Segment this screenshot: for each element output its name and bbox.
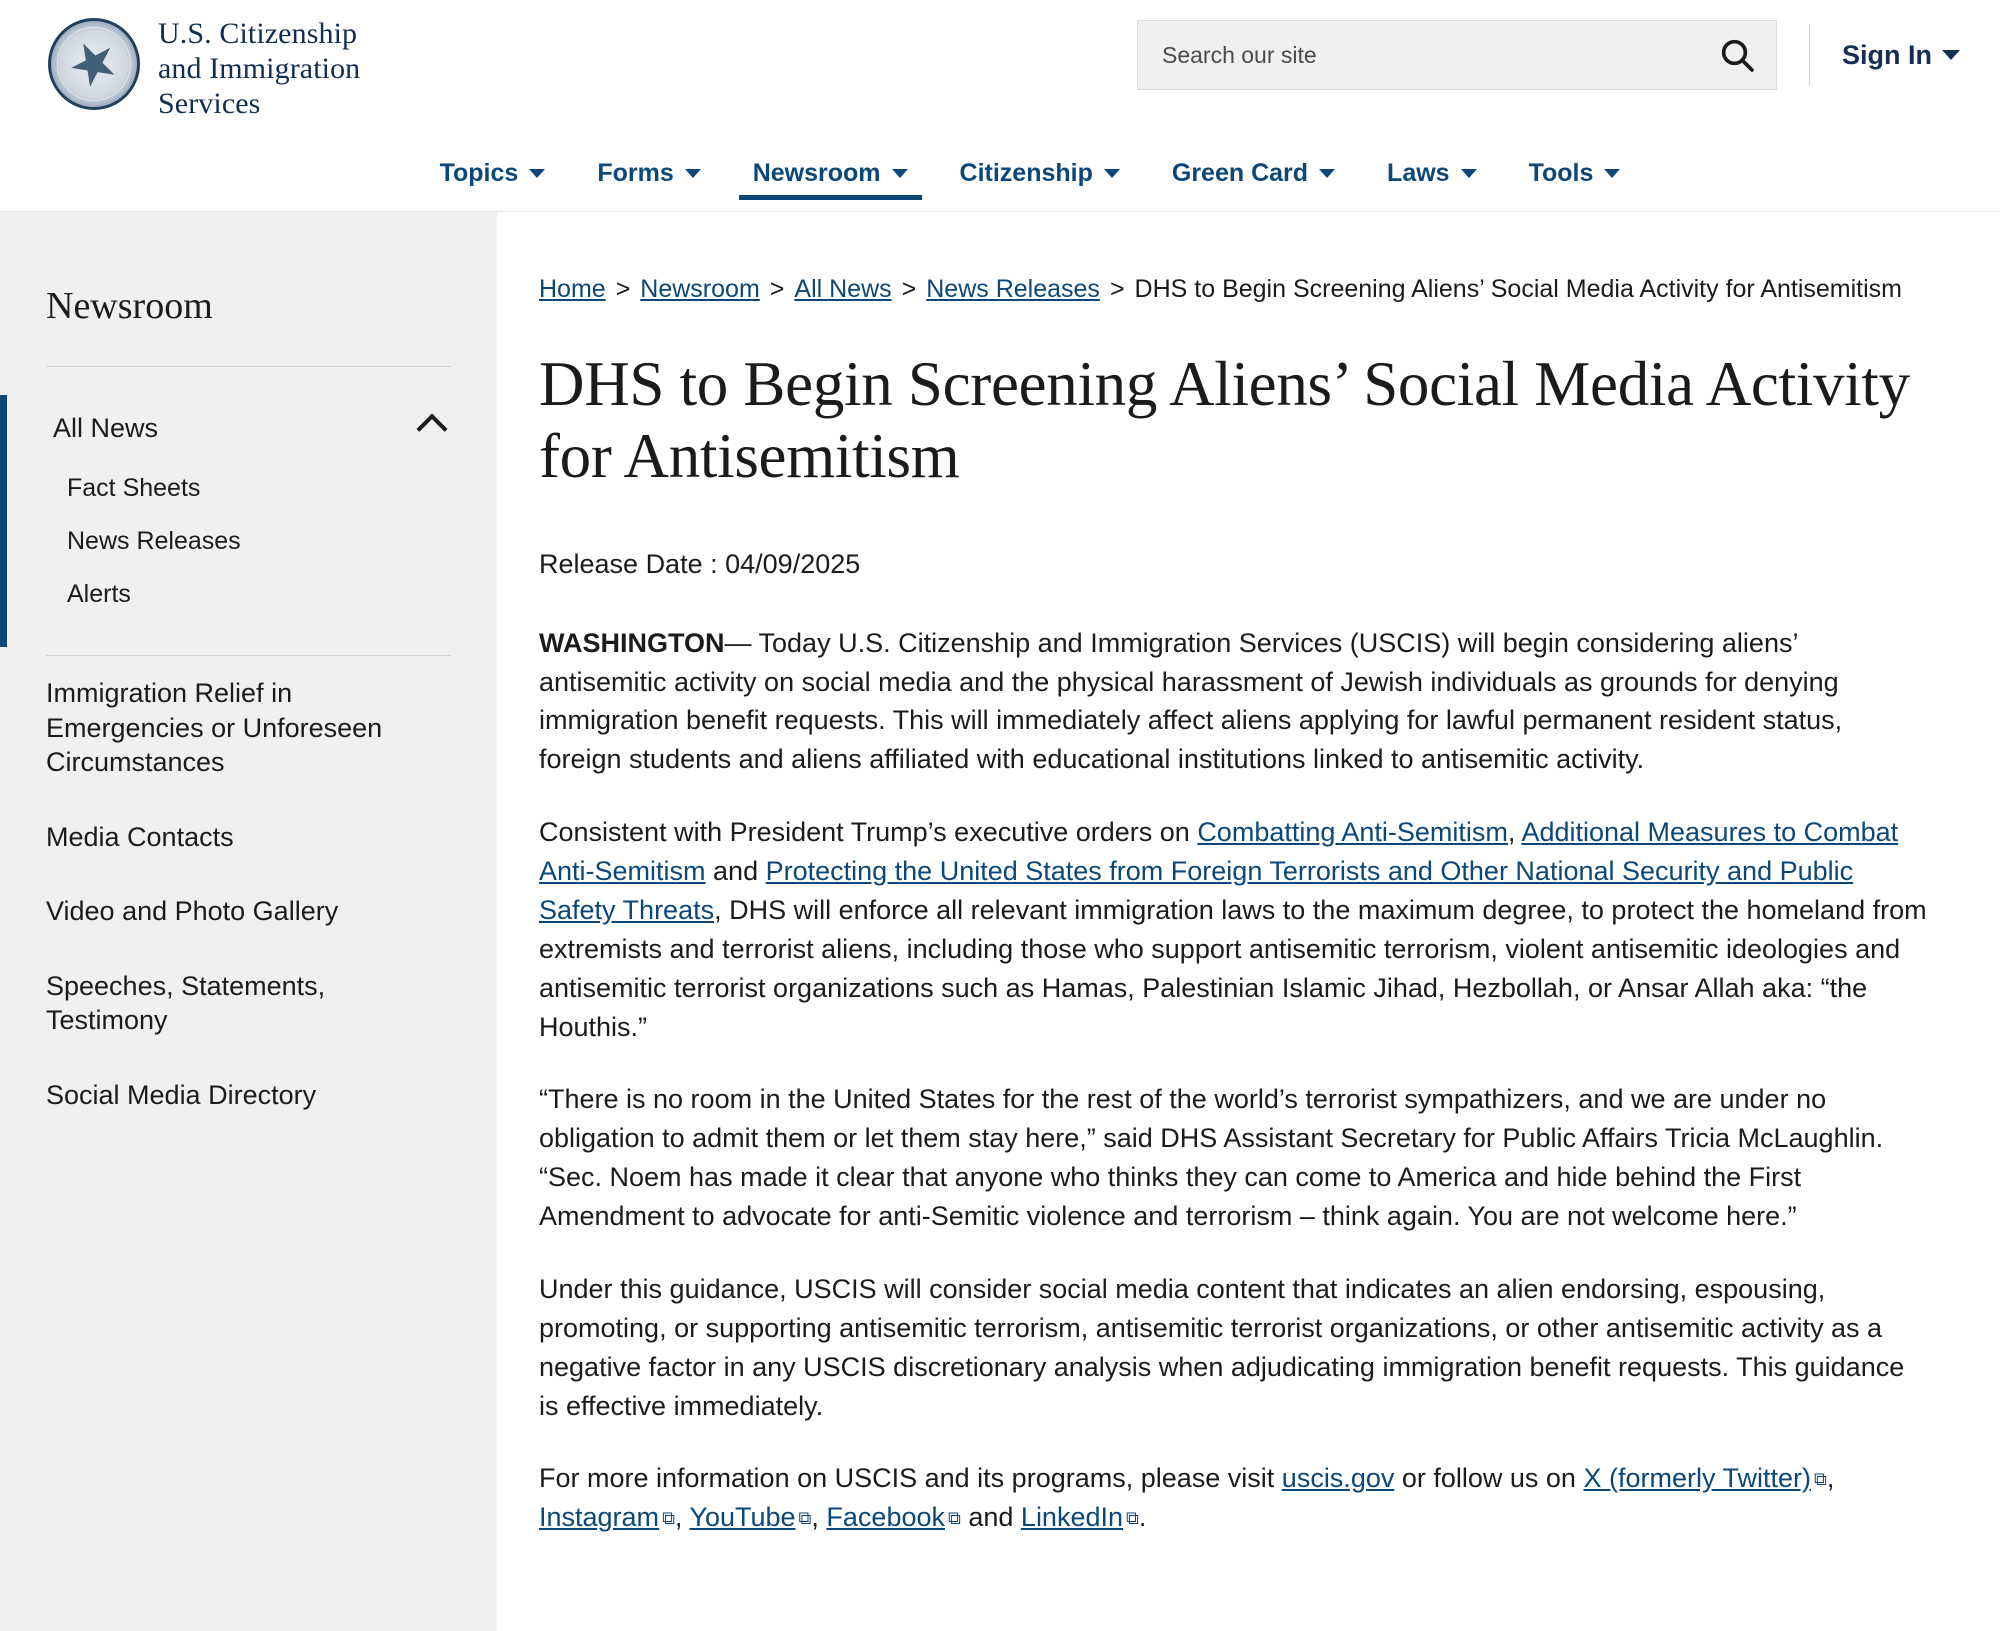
chevron-down-icon xyxy=(685,169,701,178)
nav-label-topics: Topics xyxy=(439,159,519,187)
nav-item-newsroom[interactable] xyxy=(727,159,934,210)
chevron-down-icon xyxy=(1319,169,1335,178)
nav-label-citizenship: Citizenship xyxy=(959,159,1093,187)
breadcrumb-separator: > xyxy=(769,275,785,303)
sidebar-item-label: Speeches, Statements, Testimony xyxy=(46,970,326,1036)
article-paragraph-2 xyxy=(539,813,1928,1046)
agency-name xyxy=(158,14,360,121)
link-combatting-anti-semitism[interactable]: Combatting Anti-Semitism xyxy=(1197,817,1508,848)
sign-in-label: Sign In xyxy=(1842,39,1932,70)
p5-text-g: . xyxy=(1138,1502,1147,1533)
chevron-down-icon xyxy=(529,169,545,178)
nav-label-forms: Forms xyxy=(597,159,674,187)
p2-text-b: , xyxy=(1507,817,1522,848)
sidebar-item-label: Fact Sheets xyxy=(67,474,201,502)
chevron-down-icon xyxy=(1461,169,1477,178)
sidebar-divider xyxy=(46,366,451,367)
release-date-label: Release Date : xyxy=(539,548,718,579)
sidebar-item-all-news[interactable] xyxy=(0,395,497,462)
breadcrumb-link-news-releases[interactable]: News Releases xyxy=(926,275,1100,303)
sidebar-item-alerts[interactable] xyxy=(0,568,497,621)
sidebar-item-immigration-relief[interactable] xyxy=(0,656,497,800)
article-paragraph-1 xyxy=(539,624,1928,780)
agency-name-line2: and Immigration xyxy=(158,52,361,86)
search-input[interactable] xyxy=(1160,41,1708,70)
chevron-down-icon xyxy=(1942,50,1960,60)
nav-item-citizenship[interactable] xyxy=(934,159,1146,210)
chevron-up-icon[interactable] xyxy=(416,413,447,444)
sidebar-item-label: Media Contacts xyxy=(46,821,234,852)
p5-text-a: For more information on USCIS and its programs, please visit xyxy=(539,1463,1282,1494)
link-instagram[interactable]: Instagram ⧉ xyxy=(539,1502,675,1532)
nav-item-forms[interactable] xyxy=(571,159,726,210)
breadcrumb-link-home[interactable]: Home xyxy=(539,275,606,303)
link-uscis-gov[interactable]: uscis.gov xyxy=(1281,1463,1395,1494)
header-top xyxy=(0,0,2000,130)
sidebar-active-rail-end xyxy=(0,621,497,647)
breadcrumb-separator: > xyxy=(901,275,917,303)
breadcrumb-current: DHS to Begin Screening Aliens’ Social Media Activity for Antisemitism xyxy=(1134,275,1903,303)
site-header xyxy=(0,0,2000,212)
article-paragraph-5 xyxy=(539,1459,1928,1537)
article-paragraph-1-text: — Today U.S. Citizenship and Immigration Services (USCIS) will begin considering aliens’ antisemitic activity on social media and the physical harassment of Jewish individuals as grounds for denying immigration benefit requests. This will immediately affect aliens applying for lawful permanent resident status, foreign students and aliens affiliated with educational institutions linked to antisemitic activity. xyxy=(539,627,1843,775)
breadcrumb-separator: > xyxy=(615,275,631,303)
link-linkedin[interactable]: LinkedIn ⧉ xyxy=(1021,1502,1139,1532)
sidebar-item-video-photo-gallery[interactable] xyxy=(0,874,497,949)
link-facebook[interactable]: Facebook ⧉ xyxy=(826,1502,960,1532)
nav-label-newsroom: Newsroom xyxy=(752,159,881,187)
link-youtube[interactable]: YouTube ⧉ xyxy=(689,1502,811,1532)
nav-item-topics[interactable] xyxy=(414,159,572,210)
sidebar xyxy=(0,212,497,1631)
sidebar-item-social-media-directory[interactable] xyxy=(0,1058,497,1133)
chevron-down-icon xyxy=(1104,169,1120,178)
sidebar-item-label: All News xyxy=(53,413,159,443)
p2-text-c: and xyxy=(705,856,766,886)
breadcrumb-link-newsroom[interactable]: Newsroom xyxy=(640,275,760,303)
link-additional-measures[interactable]: Additional Measures to Combat Anti-Semitism xyxy=(539,817,1899,886)
article-paragraph-4: Under this guidance, USCIS will consider social media content that indicates an alien endorsing, espousing, promoting, or supporting antisemitic terrorism, antisemitic terrorist organizations, or other antisemitic activity as a negative factor in any USCIS discretionary analysis when adjudicating immigration benefit requests. This guidance is effective immediately. xyxy=(539,1273,1905,1421)
nav-label-green-card: Green Card xyxy=(1171,159,1309,187)
chevron-down-icon xyxy=(892,169,908,178)
p5-text-f: and xyxy=(960,1502,1021,1533)
release-date xyxy=(539,549,1928,580)
search-icon[interactable] xyxy=(1708,26,1766,84)
chevron-down-icon xyxy=(1604,169,1620,178)
link-protecting-united-states[interactable]: Protecting the United States from Foreign Terrorists and Other National Security and Public Safety Threats xyxy=(539,856,1854,925)
sidebar-item-media-contacts[interactable] xyxy=(0,800,497,875)
sidebar-item-label: Alerts xyxy=(67,580,131,608)
sidebar-item-label: Social Media Directory xyxy=(46,1079,317,1110)
agency-name-line1: U.S. Citizenship xyxy=(158,17,358,50)
header-divider xyxy=(1809,24,1810,86)
nav-item-laws[interactable] xyxy=(1361,159,1503,210)
link-x-twitter[interactable]: X (formerly Twitter) ⧉ xyxy=(1583,1463,1826,1493)
sidebar-item-news-releases[interactable] xyxy=(0,515,497,568)
sign-in-button[interactable] xyxy=(1842,40,1960,71)
article-paragraph-3: “There is no room in the United States for the rest of the world’s terrorist sympathizers, and we are under no obligation to admit them or let them stay here,” said DHS Assistant Secretary for Public Affairs Tricia McLaughlin. “Sec. Noem has made it clear that anyone who thinks they can come to America and hide behind the First Amendment to advocate for anti-Semitic violence and terrorism – think again. You are not welcome here.” xyxy=(539,1084,1884,1231)
header-utility xyxy=(1137,14,1960,90)
nav-label-tools: Tools xyxy=(1528,159,1594,187)
p2-text-d: , DHS will enforce all relevant immigration laws to the maximum degree, to protect the homeland from extremists and terrorist aliens, including those who support antisemitic terrorism, violent antisemitic ideologies and antisemitic terrorist organizations such as Hamas, Palestinian Islamic Jihad, Hezbollah, or Ansar Allah aka: “the Houthis.” xyxy=(539,894,1927,1042)
site-brand[interactable] xyxy=(48,14,548,121)
sidebar-item-label: News Releases xyxy=(67,527,241,555)
sidebar-title: Newsroom xyxy=(46,285,213,327)
sidebar-item-label: Video and Photo Gallery xyxy=(46,896,339,927)
search-box[interactable] xyxy=(1137,20,1777,90)
p5-text-c: , xyxy=(1826,1463,1835,1494)
dhs-seal-icon xyxy=(48,18,140,110)
sidebar-item-fact-sheets[interactable] xyxy=(0,462,497,515)
agency-name-line3: Services xyxy=(158,87,261,121)
main-content xyxy=(497,212,2000,1631)
page-title: DHS to Begin Screening Aliens’ Social Media Activity for Antisemitism xyxy=(539,349,1910,491)
breadcrumb-link-all-news[interactable]: All News xyxy=(794,275,892,303)
sidebar-item-speeches-statements[interactable] xyxy=(0,949,497,1058)
dateline: WASHINGTON xyxy=(539,627,725,658)
p2-text-a: Consistent with President Trump’s executive orders on xyxy=(539,817,1198,848)
breadcrumb xyxy=(539,272,1928,307)
nav-item-green-card[interactable] xyxy=(1146,159,1361,210)
nav-item-tools[interactable] xyxy=(1503,159,1647,210)
page-body xyxy=(0,212,2000,1631)
release-date-value: 04/09/2025 xyxy=(725,548,861,579)
p5-text-e: , xyxy=(811,1502,827,1533)
main-navigation xyxy=(0,130,2000,210)
p5-text-b: or follow us on xyxy=(1394,1463,1584,1494)
p5-text-d: , xyxy=(674,1502,690,1533)
sidebar-nav-group xyxy=(0,395,497,647)
sidebar-item-label: Immigration Relief in Emergencies or Unforeseen Circumstances xyxy=(46,678,383,778)
breadcrumb-separator: > xyxy=(1109,275,1125,303)
nav-label-laws: Laws xyxy=(1387,159,1450,187)
